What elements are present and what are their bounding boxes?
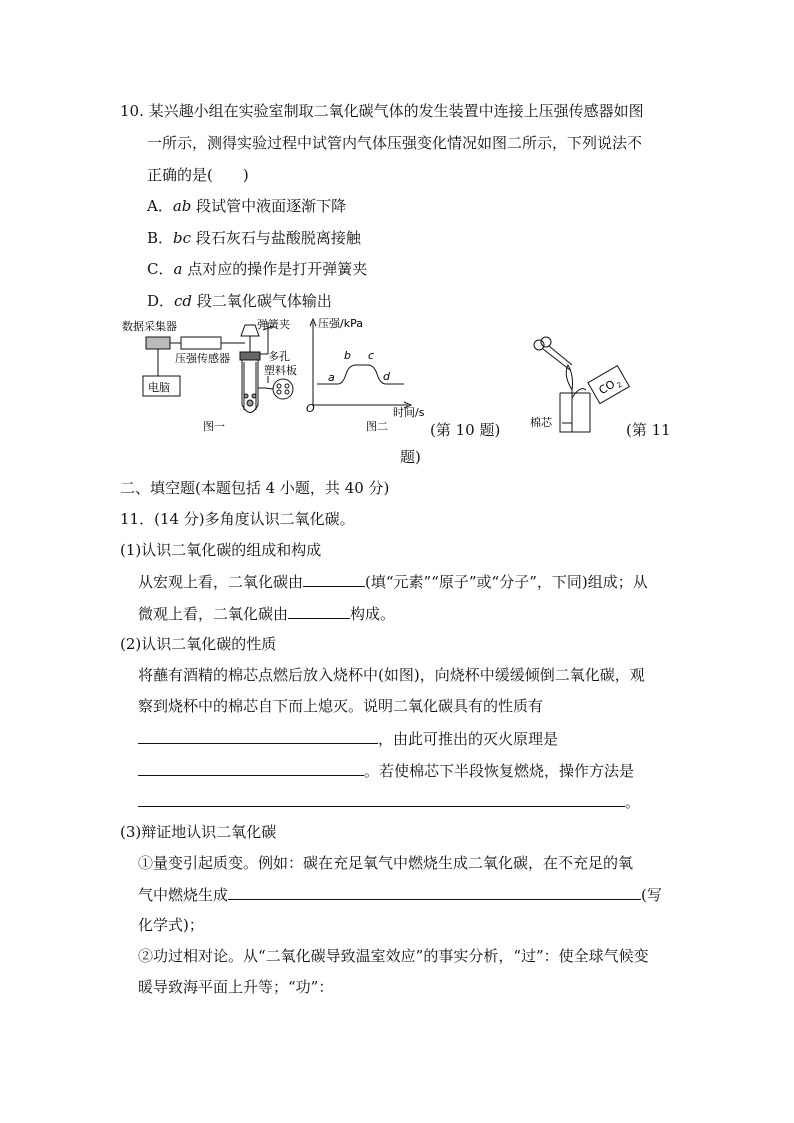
q11-part2-line2: 察到烧杯中的棉芯自下而上熄灭。说明二氧化碳具有的性质有 — [138, 697, 544, 715]
q11-part3-line3: 化学式)； — [138, 916, 204, 934]
q11-part3-line2: 气中燃烧生成 (写 — [138, 886, 662, 904]
q10-stem-line2: 一所示，测得实验过程中试管内气体压强变化情况如图二所示，下列说法不 — [147, 134, 643, 152]
q11-part3-heading: (3)辩证地认识二氧化碳 — [120, 823, 277, 841]
graph-origin: O — [306, 402, 315, 415]
q10-option-c: C．a 点对应的操作是打开弹簧夹 — [147, 260, 368, 278]
graph-ylabel: 压强/kPa — [318, 317, 363, 330]
q10-option-d: D．cd 段二氧化碳气体输出 — [147, 292, 332, 310]
sensor-label: 压强传感器 — [175, 352, 230, 365]
q10-stem-line1: 10. 某兴趣小组在实验室制取二氧化碳气体的发生装置中连接上压强传感器如图 — [120, 102, 644, 120]
q10-stem-line3: 正确的是( ) — [147, 166, 249, 184]
answer-blank-1[interactable] — [303, 571, 365, 587]
clamp-label: 弹簧夹 — [257, 318, 290, 331]
q11-part3-line1: ①量变引起质变。例如：碳在充足氧气中燃烧生成二氧化碳，在不充足的氧 — [138, 854, 634, 872]
q11-part2-line1: 将蘸有酒精的棉芯点燃后放入烧杯中(如图)，向烧杯中缓缓倾倒二氧化碳，观 — [138, 666, 645, 684]
ref-q11-part1: (第 11 — [626, 421, 671, 439]
answer-blank-2[interactable] — [288, 603, 350, 619]
answer-blank-6[interactable] — [228, 884, 641, 900]
graph-point-c: c — [368, 349, 375, 362]
q11-part3-line5: 暖导致海平面上升等；“功”： — [138, 978, 334, 996]
answer-blank-3[interactable] — [138, 728, 378, 744]
collector-label: 数据采集器 — [122, 320, 177, 333]
graph-xlabel: 时间/s — [393, 406, 425, 419]
graph-point-d: d — [383, 370, 390, 383]
collector-box — [146, 337, 170, 349]
section-heading: 二、填空题(本题包括 4 小题，共 40 分) — [120, 479, 390, 497]
co2-subscript: 2 — [615, 380, 624, 390]
co2-label: CO — [596, 377, 618, 398]
fig2-caption: 图二 — [366, 420, 388, 433]
sensor-box — [181, 337, 221, 349]
ref-q11-part2: 题) — [400, 448, 421, 466]
q11-part1-heading: (1)认识二氧化碳的组成和构成 — [120, 541, 322, 559]
answer-blank-5[interactable] — [138, 791, 625, 807]
beaker — [560, 393, 590, 432]
q11-part2-line5: 。 — [138, 791, 640, 812]
q10-option-b: B．bc 段石灰石与盐酸脱离接触 — [147, 229, 361, 247]
q11-part2-heading: (2)认识二氧化碳的性质 — [120, 635, 277, 653]
q11-title: 11．(14 分)多角度认识二氧化碳。 — [120, 510, 355, 528]
fig1-caption: 图一 — [203, 420, 225, 433]
graph-point-a: a — [328, 371, 335, 384]
ref-q10: (第 10 题) — [430, 421, 501, 439]
wick-label: 棉芯 — [530, 416, 552, 429]
figure-area — [0, 310, 794, 470]
answer-blank-4[interactable] — [138, 760, 364, 776]
plate-label-1: 多孔 — [268, 350, 290, 363]
q11-part1-line2: 微观上看，二氧化碳由 构成。 — [138, 605, 396, 623]
q11-part3-line4: ②功过相对论。从“二氧化碳导致温室效应”的事实分析，“过”：使全球气候变 — [138, 947, 649, 965]
q11-part2-line3: ，由此可推出的灭火原理是 — [138, 728, 558, 749]
q11-part2-line4: 。若使棉芯下半段恢复燃烧，操作方法是 — [138, 760, 634, 781]
porous-plate — [273, 379, 293, 399]
computer-label: 电脑 — [148, 381, 170, 394]
graph-point-b: b — [344, 349, 351, 362]
q10-option-a: A．ab 段试管中液面逐渐下降 — [147, 197, 347, 215]
q11-part1-line1: 从宏观上看，二氧化碳由 (填“元素”“原子”或“分子”，下同)组成；从 — [138, 573, 648, 591]
plate-label-2: 塑料板 — [264, 364, 297, 377]
